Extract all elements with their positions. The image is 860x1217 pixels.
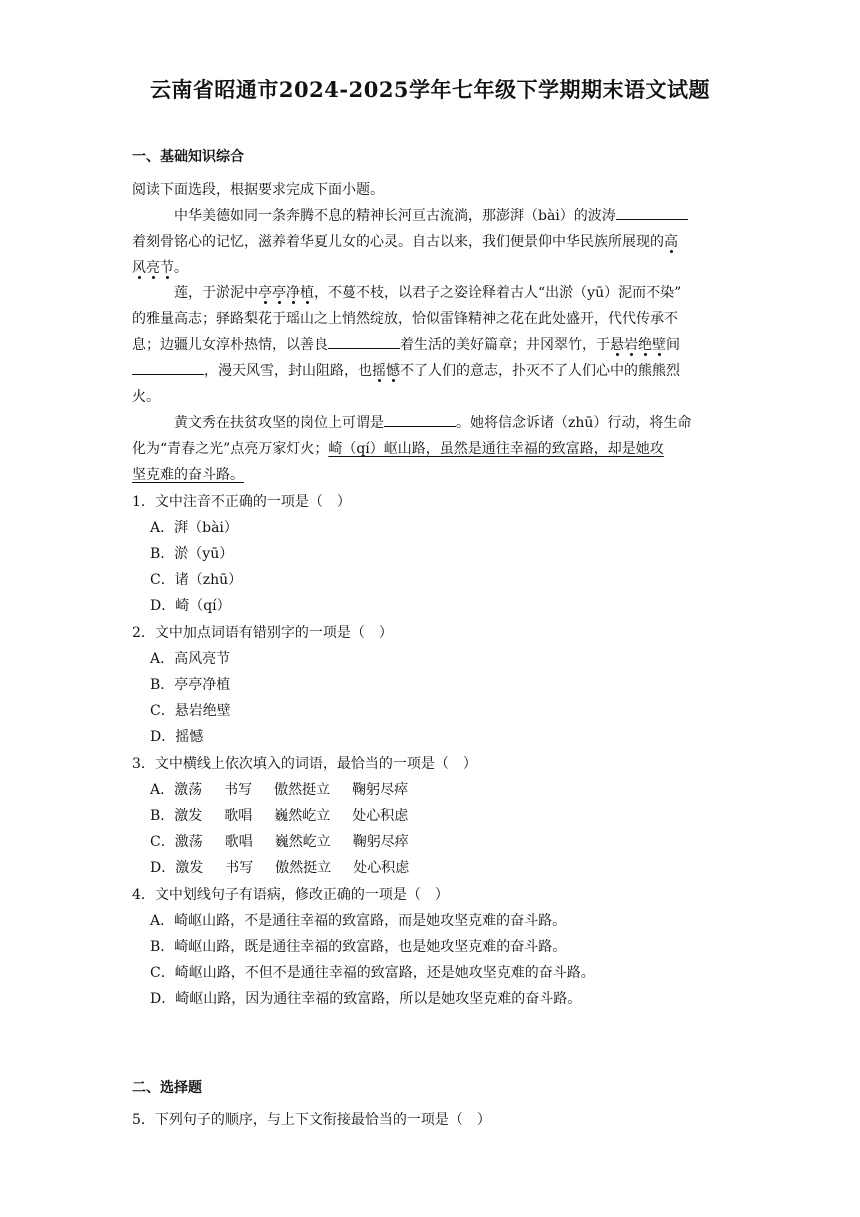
blank-3: [132, 360, 204, 375]
option-word: 鞠躬尽瘁: [352, 782, 409, 798]
p2-row5-text: 火。: [132, 389, 160, 405]
option-word: 傲然挺立: [274, 782, 331, 798]
dotted-char: 悬: [610, 337, 624, 353]
p2-row3-text-a: 息；边疆儿女淳朴热情，以善良: [132, 337, 328, 353]
q3-option-d[interactable]: [150, 858, 431, 878]
dotted-char: 植: [300, 285, 314, 301]
option-word: 傲然挺立: [275, 860, 332, 876]
dotted-char: 节: [160, 260, 174, 276]
option-word: 书写: [225, 860, 254, 876]
q1-option-a[interactable]: A．湃（bài）: [150, 520, 238, 536]
passage-paragraph-3: [132, 410, 724, 488]
p1-row1-text: 中华美德如同一条奔腾不息的精神长河亘古流淌，那澎湃（bài）的波涛: [174, 208, 616, 224]
blank-4: [384, 412, 456, 427]
section-1-heading: 一、基础知识综合: [132, 149, 244, 165]
p2-row4-text-a: ，漫天风雪，封山阻路，也: [204, 363, 372, 379]
option-label: D．: [150, 860, 176, 876]
passage-paragraph-2: [132, 280, 724, 410]
exam-title: 云南省昭通市2024-2025学年七年级下学期期末语文试题: [149, 77, 711, 102]
dotted-char: 亮: [146, 260, 160, 276]
dotted-char: 净: [286, 285, 300, 301]
reading-intro: 阅读下面选段，根据要求完成下面小题。: [132, 182, 384, 198]
dotted-char: 壁: [652, 337, 666, 353]
option-label: B．: [150, 808, 175, 824]
q1-option-b[interactable]: B．淤（yū）: [150, 546, 234, 562]
option-word: 激发: [174, 808, 203, 824]
option-label: A．: [150, 782, 175, 798]
option-word: 激发: [175, 860, 204, 876]
underlined-sentence-part-1: 崎（qí）岖山路，虽然是通往幸福的致富路，却是她攻: [328, 441, 664, 457]
question-4-stem: 4．文中划线句子有语病，修改正确的一项是（ ）: [132, 887, 449, 903]
option-word: 处心积虑: [353, 860, 410, 876]
option-word: 巍然屹立: [274, 808, 331, 824]
option-word: 歌唱: [224, 834, 253, 850]
question-1-stem: 1．文中注音不正确的一项是（ ）: [132, 494, 351, 510]
dotted-char: 岩: [624, 337, 638, 353]
dotted-char: 摇: [372, 363, 386, 379]
p2-row2-text: 的雅量高志；驿路梨花于瑶山之上悄然绽放，恰似雷锋精神之花在此处盛开，代代传承不: [132, 311, 678, 327]
passage-paragraph-1: [132, 203, 724, 281]
dotted-char: 高: [664, 234, 678, 250]
q4-option-b[interactable]: B．崎岖山路，既是通往幸福的致富路，也是她攻坚克难的奋斗路。: [150, 939, 567, 955]
section-2-heading: 二、选择题: [132, 1080, 202, 1096]
q2-option-c[interactable]: C．悬岩绝壁: [150, 703, 231, 719]
p2-row3-text-b: 着生活的美好篇章；井冈翠竹，于: [400, 337, 610, 353]
blank-2: [328, 334, 400, 349]
option-word: 激荡: [174, 782, 203, 798]
option-word: 处心积虑: [352, 808, 409, 824]
q1-option-d[interactable]: D．崎（qí）: [150, 598, 231, 614]
dotted-char: 绝: [638, 337, 652, 353]
blank-1: [616, 205, 688, 220]
q3-option-a[interactable]: [150, 780, 430, 800]
p2-row1-text-a: 莲，于淤泥中: [174, 285, 258, 301]
q2-option-d[interactable]: D．摇憾: [150, 729, 204, 745]
q4-option-a[interactable]: A．崎岖山路，不是通往幸福的致富路，而是她攻坚克难的奋斗路。: [150, 913, 567, 929]
p1-row3-tail: 。: [174, 260, 188, 276]
dotted-char: 亭: [272, 285, 286, 301]
q1-option-c[interactable]: C．诸（zhū）: [150, 572, 243, 588]
option-word: 书写: [224, 782, 253, 798]
q3-option-c[interactable]: [150, 832, 431, 852]
q4-option-d[interactable]: D．崎岖山路，因为通往幸福的致富路，所以是她攻坚克难的奋斗路。: [150, 991, 582, 1007]
p1-row2-text: 着刻骨铭心的记忆，滋养着华夏儿女的心灵。自古以来，我们便景仰中华民族所展现的: [132, 234, 664, 250]
p2-row4-text-b: 不了人们的意志，扑灭不了人们心中的熊熊烈: [400, 363, 680, 379]
option-label: C．: [150, 834, 175, 850]
p2-row3-text-c: 间: [666, 337, 680, 353]
option-word: 鞠躬尽瘁: [352, 834, 409, 850]
underlined-sentence-part-2: 坚克难的奋斗路。: [132, 467, 244, 483]
option-word: 巍然屹立: [274, 834, 331, 850]
dotted-char: 憾: [386, 363, 400, 379]
p3-row2-text: 化为“青春之光”点亮万家灯火；: [132, 441, 329, 457]
p2-row1-text-b: ，不蔓不枝，以君子之姿诠释着古人“出淤（yū）泥而不染”: [314, 285, 682, 301]
question-3-stem: 3．文中横线上依次填入的词语，最恰当的一项是（ ）: [132, 756, 477, 772]
q2-option-b[interactable]: B．亭亭净植: [150, 677, 231, 693]
option-word: 歌唱: [224, 808, 253, 824]
option-word: 激荡: [174, 834, 203, 850]
q2-option-a[interactable]: A．高风亮节: [150, 651, 231, 667]
question-2-stem: 2．文中加点词语有错别字的一项是（ ）: [132, 625, 393, 641]
p3-row1-text-a: 黄文秀在扶贫攻坚的岗位上可谓是: [174, 415, 384, 431]
dotted-char: 亭: [258, 285, 272, 301]
q3-option-b[interactable]: [150, 806, 430, 826]
question-5-stem: 5．下列句子的顺序，与上下文衔接最恰当的一项是（ ）: [132, 1112, 491, 1128]
dotted-char: 风: [132, 260, 146, 276]
q4-option-c[interactable]: C．崎岖山路，不但不是通往幸福的致富路，还是她攻坚克难的奋斗路。: [150, 965, 595, 981]
p3-row1-text-b: 。她将信念诉诸（zhū）行动，将生命: [456, 415, 692, 431]
